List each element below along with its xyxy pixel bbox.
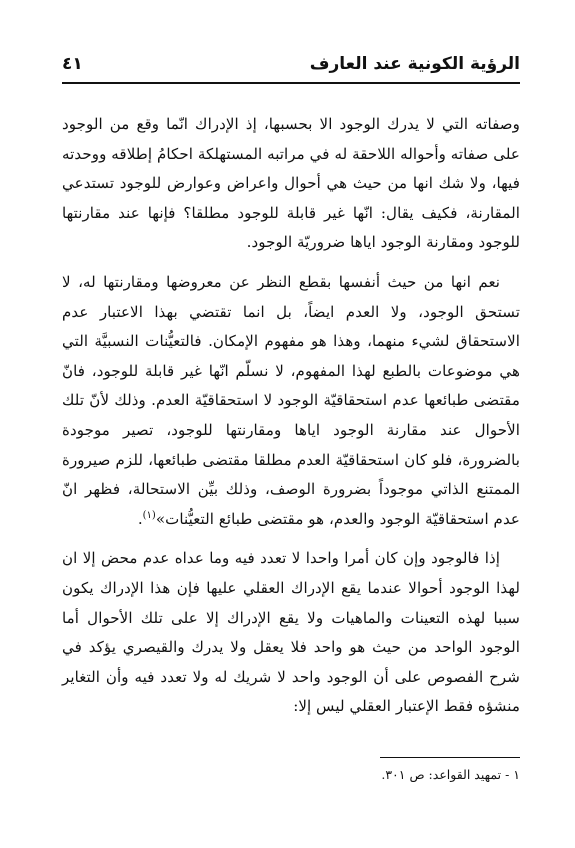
paragraph-2-text: نعم انها من حيث أنفسها بقطع النظر عن معروضها ومقارنتها له، لا تستحق الوجود، ولا العدم ايضاً، بل انما تقتضي بهذا الاعتبار عدم الاستحقاق لشيء منهما، وهذا هو مفهوم الإمكان. فالتعيُّنات النسبيَّة التي هي موضوعات بالطبع لهذا المفهوم، لا نسلّم انّها غير قابلة للوجود، فانّ مقتضى طبائعها عدم استحقاقيّة الوجود لا استحقاقيّة العدم. وذلك لأنّ تلك الأحوال عند مقارنة الوجود اياها ومقارنتها للوجود، تصير موجودة بالضرورة، فلو كان استحقاقيّة العدم مطلقا مقتضى طبائعها، للزم صيرورة الممتنع الذاتي موجوداً بضرورة الوصف، وذلك بيِّن الاستحالة، فظهر انّ عدم استحقاقيّة الوجود والعدم، هو مقتضى طبائع التعيُّنات» [62, 272, 520, 528]
paragraph-1-text: وصفاته التي لا يدرك الوجود الا بحسبها، إذ الإدراك انّما وقع من الوجود على صفاته وأحواله اللاحقة له في مراتبه المستهلكة احكامُ إطلاقه ووحدته فيها، ولا شك انها من حيث هي أحوال واعراض وعوارض للوجود تستدعي المقارنة، فكيف يقال: انّها غير قابلة للوجود مطلقا؟ فإنها عند مقارنتها للوجود ومقارنة الوجود اياها ضروريّة الوجود. [62, 115, 520, 252]
footnote-divider [380, 757, 520, 758]
paragraph-3-text: إذا فالوجود وإن كان أمرا واحدا لا تعدد فيه وما عداه عدم محض إلا ان لهذا الوجود أحوالا عندما يقع الإدراك العقلي عليها فإن هذا الإدراك يكون سببا لهذه التعينات والماهيات ولا يقع الإدراك إلا على تلك الأحوال أما الوجود الواحد من حيث هو واحد فلا يعقل ولا يدرك والقيصري يؤكد في شرح الفصوص على أن الوجود واحد لا شريك له ولا تعدد فيه وأن التغاير منشؤه فقط الإعتبار العقلي ليس إلا: [62, 549, 520, 716]
paragraph-2 [62, 268, 520, 534]
footnote: ١ - تمهيد القواعد: ص ٣٠١. [381, 767, 520, 782]
header-title: الرؤية الكونية عند العارف [309, 54, 520, 74]
page-number: ٤١ [62, 54, 83, 74]
paragraph-2-tail: . [137, 509, 143, 528]
paragraph-3 [62, 544, 520, 722]
body-text [62, 110, 520, 732]
footnote-reference[interactable]: (١) [142, 509, 156, 521]
running-header [62, 50, 520, 84]
paragraph-1 [62, 110, 520, 258]
